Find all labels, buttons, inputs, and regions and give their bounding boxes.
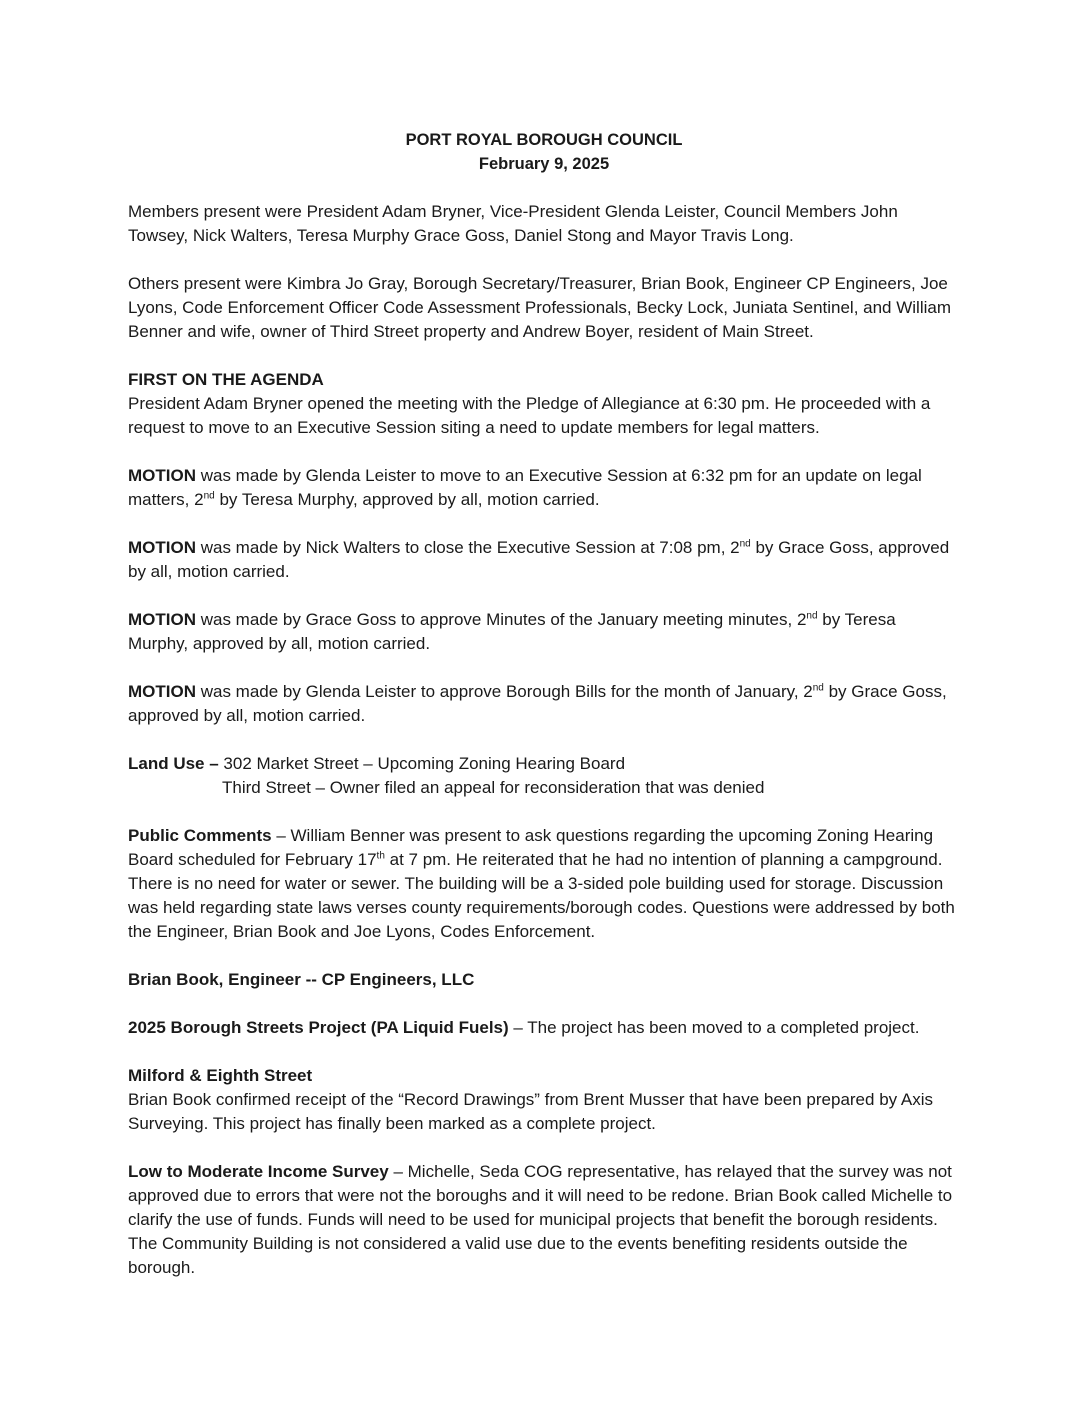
motion-label: MOTION: [128, 466, 196, 485]
streets-project-label: 2025 Borough Streets Project (PA Liquid Fuels): [128, 1018, 509, 1037]
motion-paragraph: [128, 536, 960, 584]
motion-text: by Grace Goss, approved by all, motion carried.: [128, 538, 950, 581]
ordinal-suffix: nd: [739, 538, 751, 550]
document-page: [128, 128, 960, 1304]
document-title: PORT ROYAL BOROUGH COUNCIL: [405, 131, 683, 149]
motion-paragraph: [128, 608, 960, 656]
others-present-paragraph: Others present were Kimbra Jo Gray, Borough Secretary/Treasurer, Brian Book, Engineer CP Engineers, Joe Lyons, Code Enforcement Officer Code Assessment Professionals, Becky Lock, Juniata Sentinel, and William Benner and wife, owner of Third Street property and Andrew Boyer, resident of Main Street.: [128, 274, 952, 341]
public-comments-paragraph: [128, 824, 960, 944]
income-survey-text: – Michelle, Seda COG representative, has relayed that the survey was not approved due to errors that were not the boroughs and it will need to be redone. Brian Book called Michelle to clarify the use of funds. Funds will need to be used for municipal projects that benefit the borough residents. The Community Building is not considered a valid use due to the events benefiting residents outside the borough.: [128, 1162, 953, 1277]
engineer-heading: [128, 968, 960, 992]
streets-project-text: – The project has been moved to a completed project.: [508, 1018, 920, 1037]
ordinal-suffix: th: [376, 850, 385, 862]
motion-paragraph: [128, 680, 960, 728]
land-use-text: 302 Market Street – Upcoming Zoning Hearing Board: [218, 754, 626, 773]
milford-paragraph: Brian Book confirmed receipt of the “Record Drawings” from Brent Musser that have been prepared by Axis Surveying. This project has finally been marked as a complete project.: [128, 1090, 934, 1133]
public-comments-text: at 7 pm. He reiterated that he had no intention of planning a campground. There is no need for water or sewer. The building will be a 3-sided pole building used for storage. Discussion was held regarding state laws verses county requirements/borough codes. Questions were addressed by both the Engineer, Brian Book and Joe Lyons, Codes Enforcement.: [128, 850, 955, 941]
streets-project-paragraph: [128, 1016, 960, 1040]
income-survey-paragraph: [128, 1160, 960, 1280]
public-comments-text: – William Benner was present to ask questions regarding the upcoming Zoning Hearing Board scheduled for February 17: [128, 826, 934, 869]
motion-label: MOTION: [128, 538, 196, 557]
motion-text: by Teresa Murphy, approved by all, motion carried.: [214, 490, 600, 509]
motion-text: was made by Glenda Leister to approve Borough Bills for the month of January, 2: [196, 682, 813, 701]
land-use-line-1: [128, 752, 960, 776]
milford-heading: Milford & Eighth Street: [128, 1066, 313, 1085]
motion-text: by Grace Goss, approved by all, motion carried.: [128, 682, 947, 725]
motion-label: MOTION: [128, 610, 196, 629]
first-agenda-paragraph: President Adam Bryner opened the meeting with the Pledge of Allegiance at 6:30 pm. He proceeded with a request to move to an Executive Session siting a need to update members for legal matters.: [128, 394, 931, 437]
document-date: February 9, 2025: [478, 155, 610, 173]
land-use-label: Land Use –: [128, 754, 219, 773]
motion-text: was made by Grace Goss to approve Minutes of the January meeting minutes, 2: [196, 610, 807, 629]
motion-paragraph: [128, 464, 960, 512]
first-agenda-heading: FIRST ON THE AGENDA: [128, 370, 324, 389]
motion-text: by Teresa Murphy, approved by all, motion carried.: [128, 610, 896, 653]
ordinal-suffix: nd: [806, 610, 818, 622]
motion-label: MOTION: [128, 682, 196, 701]
land-use-line-2: Third Street – Owner filed an appeal for reconsideration that was denied: [222, 778, 765, 797]
public-comments-label: Public Comments: [128, 826, 272, 845]
members-present-paragraph: Members present were President Adam Bryner, Vice-President Glenda Leister, Council Members John Towsey, Nick Walters, Teresa Murphy Grace Goss, Daniel Stong and Mayor Travis Long.: [128, 202, 898, 245]
engineer-heading-text: Brian Book, Engineer -- CP Engineers, LLC: [128, 970, 475, 989]
income-survey-label: Low to Moderate Income Survey: [128, 1162, 389, 1181]
motion-text: was made by Nick Walters to close the Executive Session at 7:08 pm, 2: [196, 538, 740, 557]
ordinal-suffix: nd: [203, 490, 215, 502]
ordinal-suffix: nd: [812, 682, 824, 694]
motion-text: was made by Glenda Leister to move to an Executive Session at 6:32 pm for an update on legal matters, 2: [128, 466, 922, 509]
